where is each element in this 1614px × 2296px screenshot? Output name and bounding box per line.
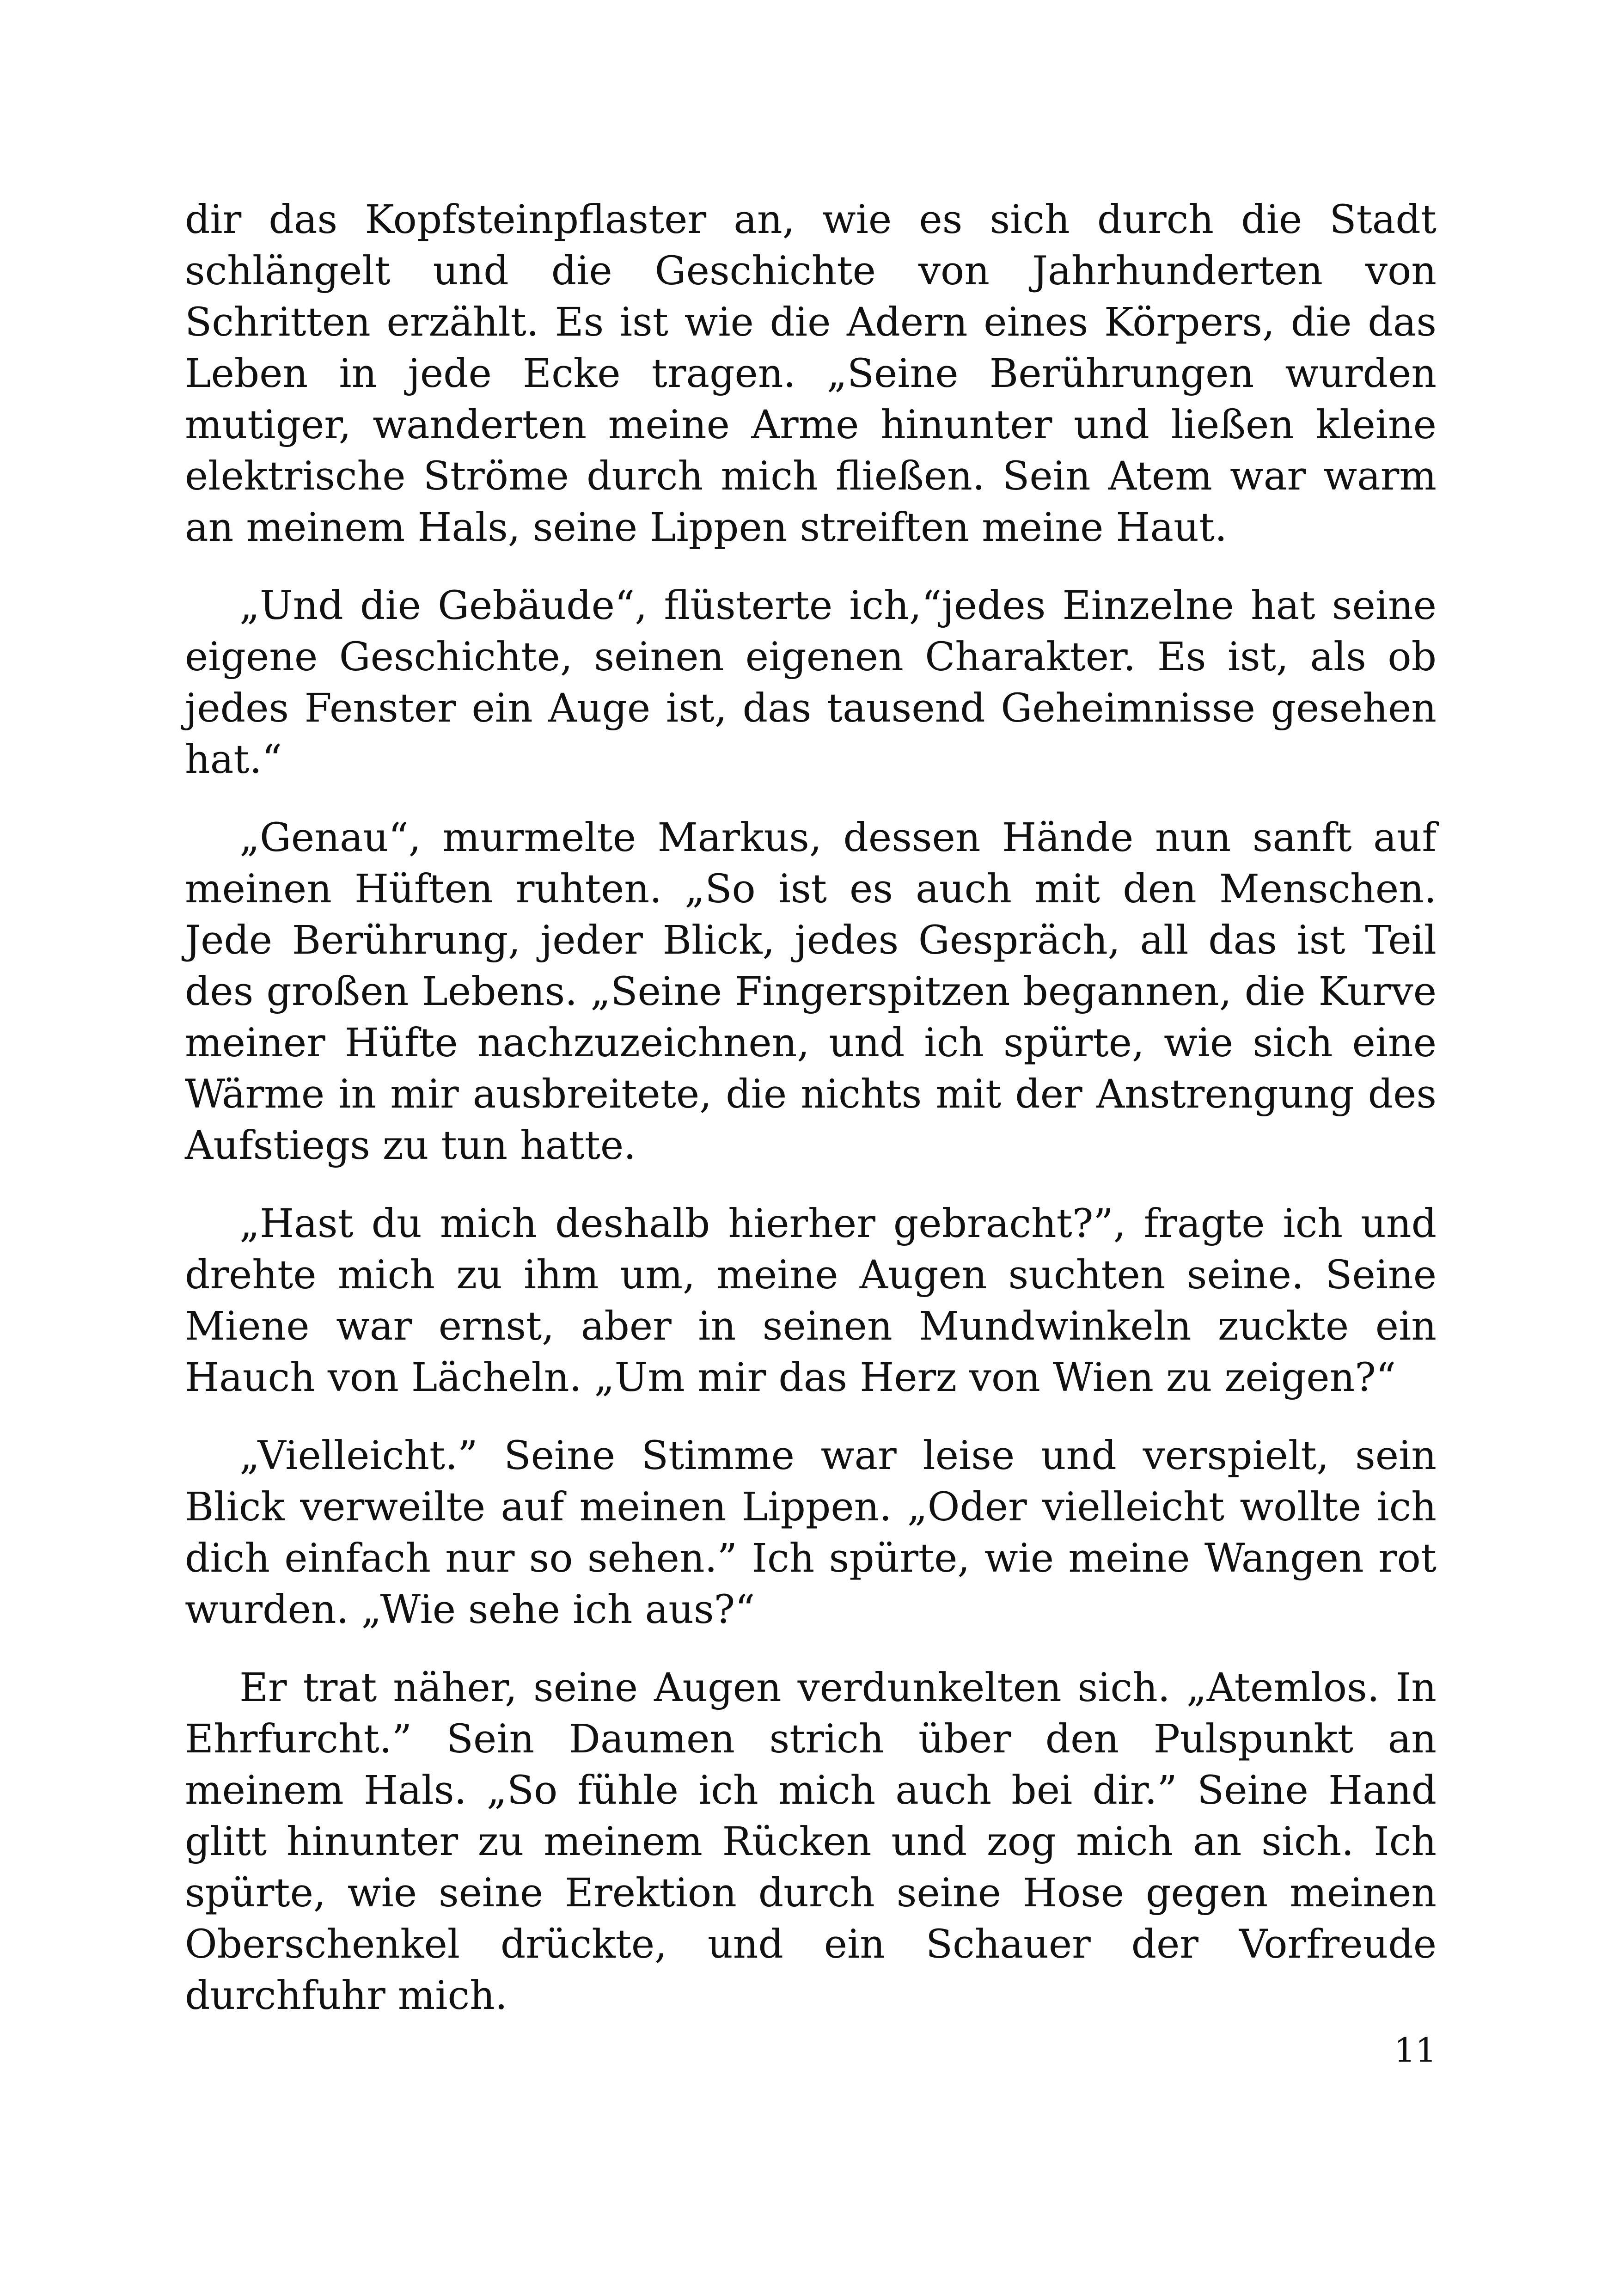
paragraph-2: „Und die Gebäude“, flüsterte ich,“jedes Einzelne hat seine eigene Geschichte, seinen eigenen Charakter. Es ist, als ob jedes Fenster ein Auge ist, das tausend Geheimnisse gesehen hat.“ [185, 583, 1437, 783]
paragraph-5: „Vielleicht.” Seine Stimme war leise und verspielt, sein Blick verweilte auf meinen Lippen. „Oder vielleicht wollte ich dich einfach nur so sehen.” Ich spürte, wie meine Wangen rot wurden. „Wie sehe ich aus?“ [185, 1433, 1437, 1633]
paragraph-1: dir das Kopfsteinpflaster an, wie es sich durch die Stadt schlängelt und die Geschichte von Jahrhunderten von Schritten erzählt. Es ist wie die Adern eines Körpers, die das Leben in jede Ecke tragen. „Seine Berührungen wurden mutiger, wanderten meine Arme hinunter und ließen kleine elektrische Ströme durch mich fließen. Sein Atem war warm an meinem Hals, seine Lippen streiften meine Haut. [185, 197, 1437, 551]
page-number: 11 [1394, 2031, 1437, 2069]
body-text [185, 194, 1437, 2048]
paragraph-4: „Hast du mich deshalb hierher gebracht?”, fragte ich und drehte mich zu ihm um, meine Augen suchten seine. Seine Miene war ernst, aber in seinen Mundwinkeln zuckte ein Hauch von Lächeln. „Um mir das Herz von Wien zu zeigen?“ [185, 1201, 1437, 1401]
paragraph-6: Er trat näher, seine Augen verdunkelten sich. „Atemlos. In Ehrfurcht.” Sein Daumen strich über den Pulspunkt an meinem Hals. „So fühle ich mich auch bei dir.” Seine Hand glitt hinunter zu meinem Rücken und zog mich an sich. Ich spürte, wie seine Erektion durch seine Hose gegen meinen Oberschenkel drückte, und ein Schauer der Vorfreude durchfuhr mich. [185, 1665, 1437, 2019]
paragraph-3: „Genau“, murmelte Markus, dessen Hände nun sanft auf meinen Hüften ruhten. „So ist es auch mit den Menschen. Jede Berührung, jeder Blick, jedes Gespräch, all das ist Teil des großen Lebens. „Seine Fingerspitzen begannen, die Kurve meiner Hüfte nachzuzeichnen, und ich spürte, wie sich eine Wärme in mir ausbreitete, die nichts mit der Anstrengung des Aufstiegs zu tun hatte. [185, 815, 1437, 1169]
